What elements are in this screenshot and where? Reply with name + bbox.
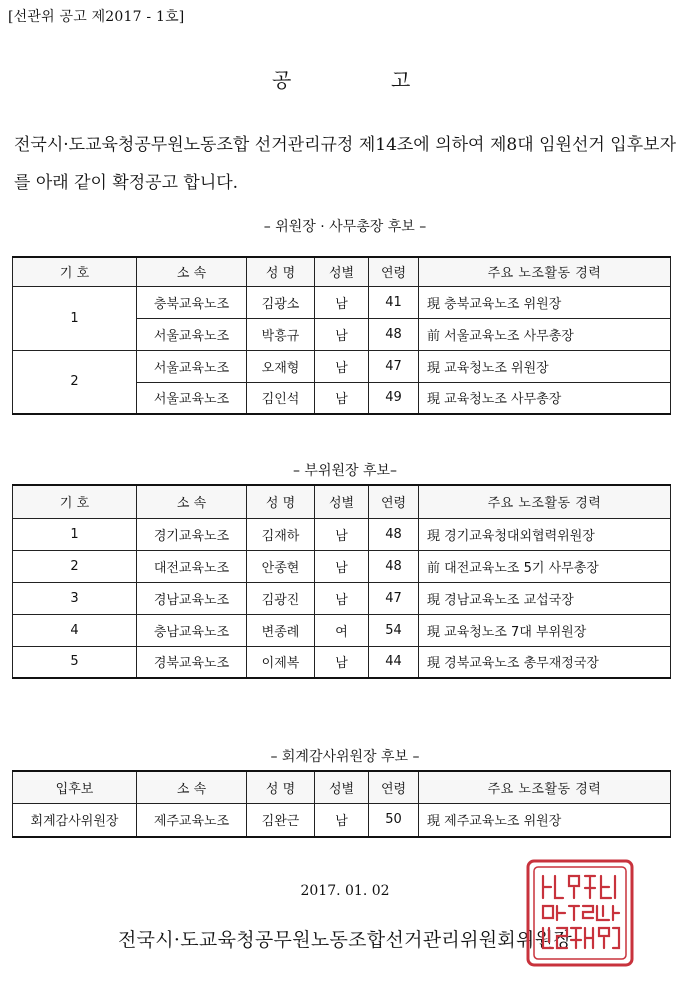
candidates-table-vice-chair: [12, 484, 671, 679]
candidate-number: 5: [13, 646, 137, 678]
career-cell: 現 충북교육노조 위원장: [419, 286, 671, 318]
table-header-row: [13, 485, 671, 518]
career-cell: 現 교육청노조 7대 부위원장: [419, 614, 671, 646]
age-cell: 50: [369, 803, 419, 837]
age-cell: 47: [369, 582, 419, 614]
col-career: 주요 노조활동 경력: [419, 485, 671, 518]
gender-cell: 남: [315, 582, 369, 614]
affiliation-cell: 경남교육노조: [137, 582, 247, 614]
age-cell: 41: [369, 286, 419, 318]
gender-cell: 남: [315, 646, 369, 678]
gender-cell: 남: [315, 550, 369, 582]
official-seal-icon: [525, 858, 635, 968]
table-row: [13, 582, 671, 614]
affiliation-cell: 서울교육노조: [137, 318, 247, 350]
heading-char-2: 고: [391, 68, 411, 92]
col-gender: 성별: [315, 257, 369, 286]
affiliation-cell: 충남교육노조: [137, 614, 247, 646]
name-cell: 변종례: [247, 614, 315, 646]
name-cell: 안종현: [247, 550, 315, 582]
col-age: 연령: [369, 771, 419, 803]
notice-date: 2017. 01. 02: [300, 883, 390, 899]
intro-paragraph: 전국시·도교육청공무원노동조합 선거관리규정 제14조에 의하여 제8대 임원선거 입후보자를 아래 같이 확정공고 합니다.: [14, 135, 676, 193]
career-cell: 前 대전교육노조 5기 사무총장: [419, 550, 671, 582]
name-cell: 오재형: [247, 350, 315, 382]
affiliation-cell: 경북교육노조: [137, 646, 247, 678]
name-cell: 김광진: [247, 582, 315, 614]
affiliation-cell: 서울교육노조: [137, 382, 247, 414]
age-cell: 48: [369, 518, 419, 550]
col-number: 기 호: [13, 257, 137, 286]
section-title-audit-chair: – 회계감사위원장 후보 –: [270, 749, 420, 765]
gender-cell: 남: [315, 382, 369, 414]
age-cell: 54: [369, 614, 419, 646]
col-name: 성 명: [247, 485, 315, 518]
issuing-organization: 전국시·도교육청공무원노동조합선거관리위원회위원장: [117, 929, 573, 951]
candidate-number: 3: [13, 582, 137, 614]
career-cell: 現 제주교육노조 위원장: [419, 803, 671, 837]
affiliation-cell: 충북교육노조: [137, 286, 247, 318]
career-cell: 現 교육청노조 위원장: [419, 350, 671, 382]
candidate-number: 1: [13, 518, 137, 550]
age-cell: 44: [369, 646, 419, 678]
affiliation-cell: 경기교육노조: [137, 518, 247, 550]
gender-cell: 여: [315, 614, 369, 646]
career-cell: 現 경남교육노조 교섭국장: [419, 582, 671, 614]
gender-cell: 남: [315, 286, 369, 318]
name-cell: 김재하: [247, 518, 315, 550]
candidate-number: 2: [13, 350, 137, 414]
col-age: 연령: [369, 485, 419, 518]
table-row: [13, 518, 671, 550]
age-cell: 48: [369, 318, 419, 350]
career-cell: 現 경기교육청대외협력위원장: [419, 518, 671, 550]
table-row: [13, 646, 671, 678]
table-row: [13, 286, 671, 318]
table-row: [13, 350, 671, 382]
table-row: [13, 803, 671, 837]
gender-cell: 남: [315, 318, 369, 350]
col-affiliation: 소 속: [137, 257, 247, 286]
section-title-chair: – 위원장 · 사무총장 후보 –: [263, 219, 427, 235]
col-career: 주요 노조활동 경력: [419, 257, 671, 286]
gender-cell: 남: [315, 350, 369, 382]
name-cell: 김인석: [247, 382, 315, 414]
table-header-row: [13, 257, 671, 286]
name-cell: 이제복: [247, 646, 315, 678]
col-gender: 성별: [315, 771, 369, 803]
candidate-number: 1: [13, 286, 137, 350]
gender-cell: 남: [315, 518, 369, 550]
heading-char-1: 공: [272, 68, 292, 92]
affiliation-cell: 제주교육노조: [137, 803, 247, 837]
affiliation-cell: 서울교육노조: [137, 350, 247, 382]
career-cell: 現 교육청노조 사무총장: [419, 382, 671, 414]
col-affiliation: 소 속: [137, 771, 247, 803]
table-row: [13, 614, 671, 646]
name-cell: 박흥규: [247, 318, 315, 350]
name-cell: 김완근: [247, 803, 315, 837]
candidate-position: 회계감사위원장: [13, 803, 137, 837]
gender-cell: 남: [315, 803, 369, 837]
table-header-row: [13, 771, 671, 803]
candidates-table-audit-chair: [12, 770, 671, 838]
col-number: 기 호: [13, 485, 137, 518]
age-cell: 47: [369, 350, 419, 382]
affiliation-cell: 대전교육노조: [137, 550, 247, 582]
col-age: 연령: [369, 257, 419, 286]
col-name: 성 명: [247, 257, 315, 286]
career-cell: 現 경북교육노조 총무재정국장: [419, 646, 671, 678]
name-cell: 김광소: [247, 286, 315, 318]
col-affiliation: 소 속: [137, 485, 247, 518]
age-cell: 48: [369, 550, 419, 582]
career-cell: 前 서울교육노조 사무총장: [419, 318, 671, 350]
candidate-number: 2: [13, 550, 137, 582]
table-row: [13, 550, 671, 582]
candidates-table-chair: [12, 256, 671, 415]
document-number: [선관위 공고 제2017 - 1호]: [8, 9, 185, 25]
age-cell: 49: [369, 382, 419, 414]
section-title-vice-chair: – 부위원장 후보–: [292, 463, 398, 479]
col-career: 주요 노조활동 경력: [419, 771, 671, 803]
col-name: 성 명: [247, 771, 315, 803]
col-candidate: 입후보: [13, 771, 137, 803]
candidate-number: 4: [13, 614, 137, 646]
col-gender: 성별: [315, 485, 369, 518]
